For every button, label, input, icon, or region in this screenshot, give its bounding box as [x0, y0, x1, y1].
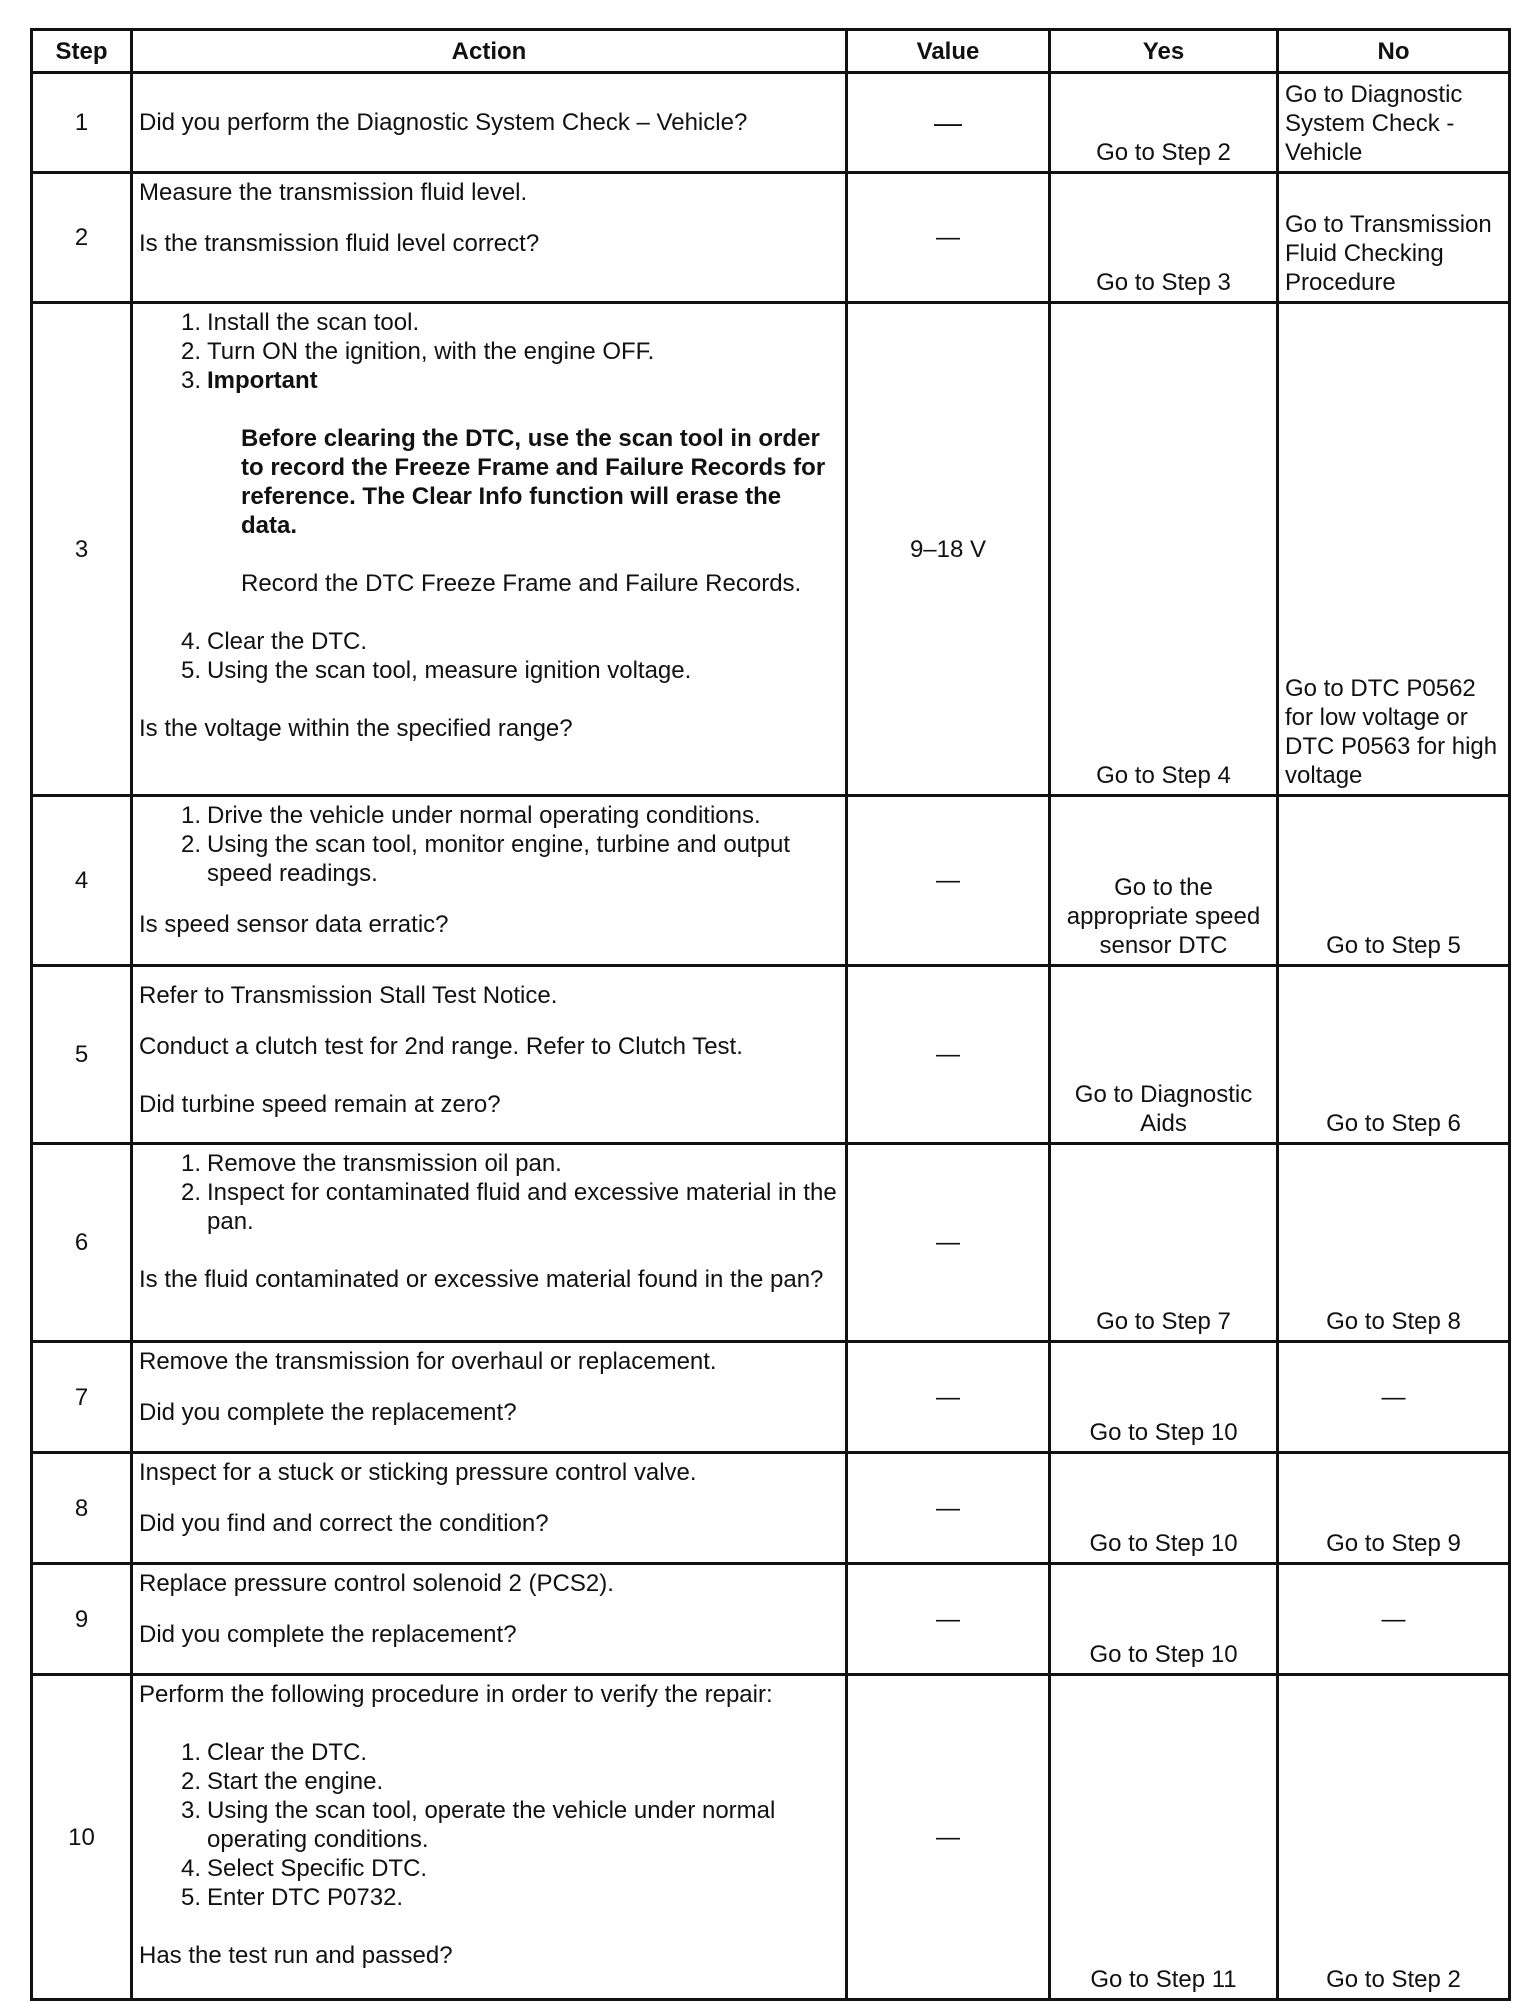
diagnostic-document [30, 28, 1508, 2001]
yes-cell: Go to Diagnostic Aids [1050, 966, 1278, 1144]
action-question: Has the test run and passed? [139, 1942, 453, 1969]
no-cell: Go to Step 9 [1278, 1453, 1510, 1564]
header-value: Value [847, 30, 1050, 73]
action-intro: Replace pressure control solenoid 2 (PCS2). [139, 1570, 614, 1597]
list-item: 5. Using the scan tool, measure ignition voltage. [181, 657, 692, 684]
action-intro: Remove the transmission for overhaul or replacement. [139, 1348, 717, 1375]
no-cell: Go to Step 5 [1278, 796, 1510, 966]
header-action: Action [132, 30, 847, 73]
action-intro: Perform the following procedure in order to verify the repair: [139, 1681, 773, 1708]
action-question: Is speed sensor data erratic? [139, 911, 449, 938]
important-note: Before clearing the DTC, use the scan tool in order to record the Freeze Frame and Failure Records for reference. The Clear Info function will erase the data. [241, 425, 826, 539]
action-cell [132, 1675, 847, 2000]
yes-cell: Go to Step 2 [1050, 73, 1278, 173]
step-number: 10 [32, 1675, 132, 2000]
table-row [32, 303, 1510, 796]
list-item: 2. Using the scan tool, monitor engine, turbine and output speed readings. [181, 831, 791, 887]
action-question: Is the transmission fluid level correct? [139, 230, 540, 257]
header-yes: Yes [1050, 30, 1278, 73]
table-row [32, 1342, 1510, 1453]
action-cell [132, 173, 847, 303]
step-number: 2 [32, 173, 132, 303]
value-cell: — [847, 1564, 1050, 1675]
yes-cell: Go to Step 3 [1050, 173, 1278, 303]
step-number: 3 [32, 303, 132, 796]
action-steps [139, 801, 839, 888]
step-number: 8 [32, 1453, 132, 1564]
action-steps [139, 627, 839, 685]
no-cell: Go to Transmission Fluid Checking Procedure [1278, 173, 1510, 303]
list-item: 1. Remove the transmission oil pan. [181, 1150, 562, 1177]
list-item: 4. Select Specific DTC. [181, 1855, 428, 1882]
list-item: 1. Install the scan tool. [181, 309, 420, 336]
step-number: 7 [32, 1342, 132, 1453]
table-row [32, 966, 1510, 1144]
action-question: Did turbine speed remain at zero? [139, 1091, 501, 1118]
action-intro-2: Conduct a clutch test for 2nd range. Refer to Clutch Test. [139, 1033, 743, 1060]
no-cell: Go to DTC P0562 for low voltage or DTC P0563 for high voltage [1278, 303, 1510, 796]
no-cell: Go to Step 8 [1278, 1144, 1510, 1342]
no-cell: Go to Step 2 [1278, 1675, 1510, 2000]
action-question: Did you complete the replacement? [139, 1399, 517, 1426]
yes-cell: Go to Step 4 [1050, 303, 1278, 796]
table-row [32, 1675, 1510, 2000]
important-label: Important [207, 367, 318, 394]
value-cell: — [847, 1144, 1050, 1342]
no-cell: Go to Diagnostic System Check - Vehicle [1278, 73, 1510, 173]
action-intro: Measure the transmission fluid level. [139, 179, 528, 206]
action-cell [132, 303, 847, 796]
header-step: Step [32, 30, 132, 73]
no-cell: — [1278, 1564, 1510, 1675]
table-row [32, 1453, 1510, 1564]
record-note: Record the DTC Freeze Frame and Failure Records. [241, 570, 802, 597]
action-intro: Refer to Transmission Stall Test Notice. [139, 982, 558, 1009]
action-cell [132, 796, 847, 966]
list-item: 5. Enter DTC P0732. [181, 1884, 404, 1911]
action-question: Did you find and correct the condition? [139, 1510, 549, 1537]
yes-cell: Go to the appropriate speed sensor DTC [1050, 796, 1278, 966]
value-cell: — [847, 173, 1050, 303]
step-number: 9 [32, 1564, 132, 1675]
list-item: 3. Important [139, 366, 839, 395]
list-item: 2. Start the engine. [181, 1768, 384, 1795]
no-cell: — [1278, 1342, 1510, 1453]
action-steps [139, 1149, 839, 1236]
action-steps [139, 308, 839, 395]
table-row [32, 1144, 1510, 1342]
action-cell [132, 1342, 847, 1453]
diagnostic-table [30, 28, 1511, 2001]
action-cell [132, 1144, 847, 1342]
value-cell: — [847, 1675, 1050, 2000]
yes-cell: Go to Step 10 [1050, 1564, 1278, 1675]
table-row [32, 796, 1510, 966]
table-row [32, 73, 1510, 173]
step-number: 6 [32, 1144, 132, 1342]
table-row [32, 1564, 1510, 1675]
yes-cell: Go to Step 10 [1050, 1453, 1278, 1564]
value-cell: — [847, 1342, 1050, 1453]
action-question: Is the voltage within the specified range? [139, 715, 573, 742]
step-number: 4 [32, 796, 132, 966]
value-cell: — [847, 73, 1050, 173]
step-number: 5 [32, 966, 132, 1144]
yes-cell: Go to Step 7 [1050, 1144, 1278, 1342]
action-cell [132, 1453, 847, 1564]
value-cell: — [847, 1453, 1050, 1564]
yes-cell: Go to Step 10 [1050, 1342, 1278, 1453]
list-item: 2. Inspect for contaminated fluid and excessive material in the pan. [181, 1179, 837, 1235]
action-question: Is the fluid contaminated or excessive material found in the pan? [139, 1266, 824, 1293]
value-cell: 9–18 V [847, 303, 1050, 796]
action-steps [139, 1738, 839, 1912]
table-row [32, 173, 1510, 303]
action-question: Did you complete the replacement? [139, 1621, 517, 1648]
value-cell: — [847, 966, 1050, 1144]
list-item: 4. Clear the DTC. [181, 628, 368, 655]
action-cell [132, 73, 847, 173]
action-cell [132, 1564, 847, 1675]
list-item: 3. Using the scan tool, operate the vehicle under normal operating conditions. [181, 1797, 776, 1853]
header-row [32, 30, 1510, 73]
list-item: 1. Drive the vehicle under normal operating conditions. [181, 802, 761, 829]
list-item: 1. Clear the DTC. [181, 1739, 368, 1766]
value-cell: — [847, 796, 1050, 966]
list-item: 2. Turn ON the ignition, with the engine OFF. [181, 338, 655, 365]
yes-cell: Go to Step 11 [1050, 1675, 1278, 2000]
action-intro: Inspect for a stuck or sticking pressure control valve. [139, 1459, 697, 1486]
step-number: 1 [32, 73, 132, 173]
action-cell [132, 966, 847, 1144]
header-no: No [1278, 30, 1510, 73]
no-cell: Go to Step 6 [1278, 966, 1510, 1144]
action-question: Did you perform the Diagnostic System Check – Vehicle? [139, 109, 748, 136]
